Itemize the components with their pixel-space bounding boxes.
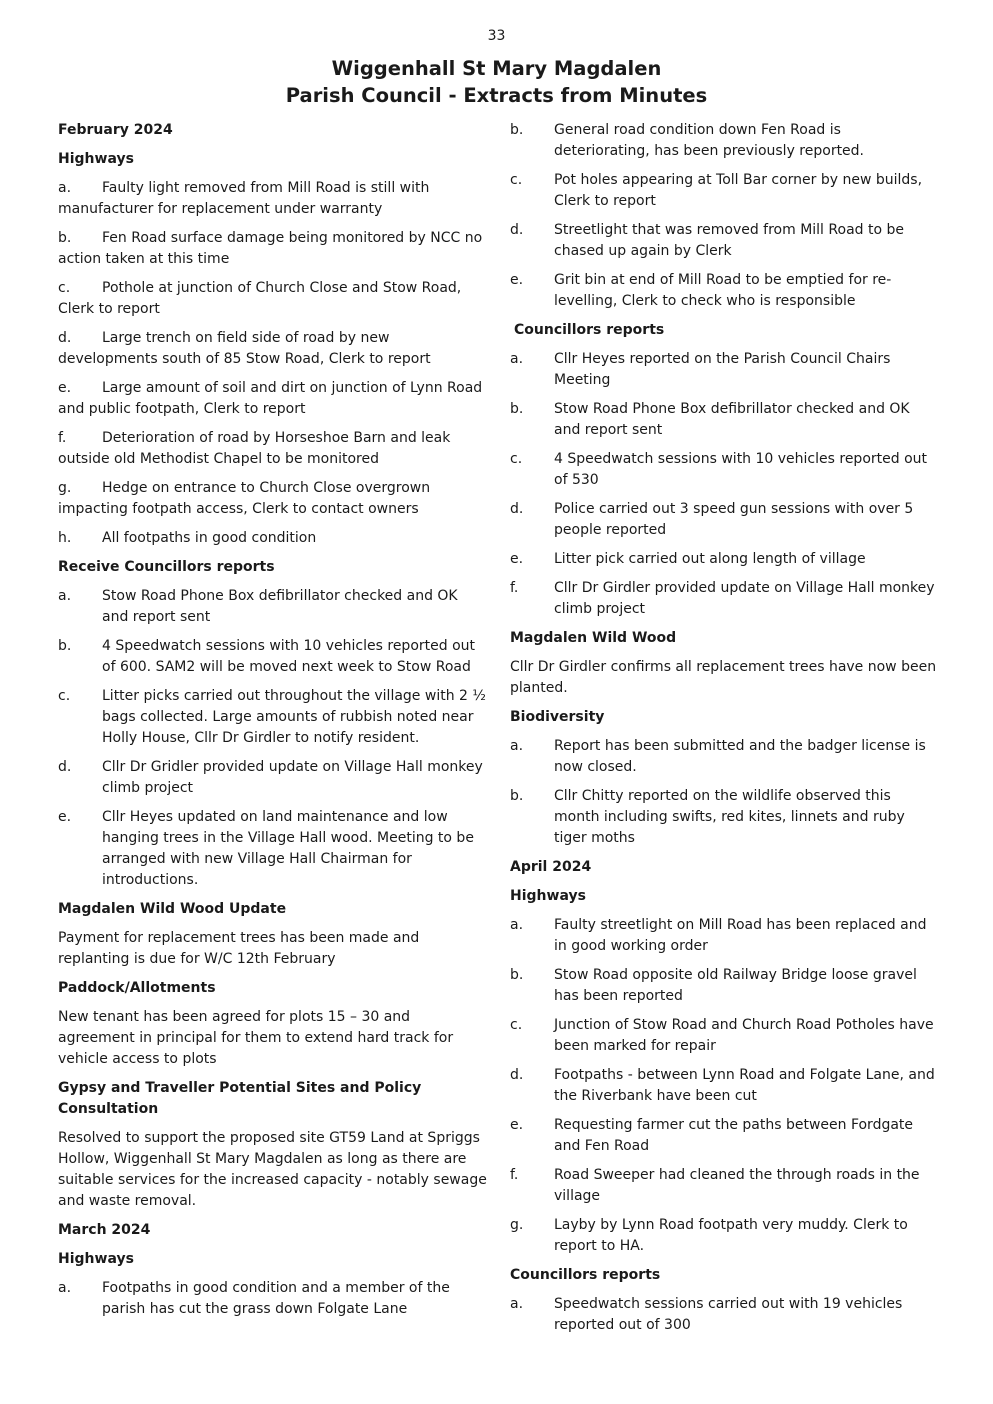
list-item-text: Police carried out 3 speed gun sessions with over 5 people reported (554, 501, 914, 538)
subheading-feb-councillors: Receive Councillors reports (58, 559, 275, 575)
list-item (58, 636, 488, 678)
wild-wood-paragraph: Payment for replacement trees has been made and replanting is due for W/C 12th February (58, 930, 420, 967)
list-item (510, 915, 940, 957)
list-item (510, 349, 940, 391)
subheading-paddock: Paddock/Allotments (58, 980, 216, 996)
list-item-letter: b. (510, 401, 524, 417)
list-item (58, 278, 488, 320)
subheading-mar-highways: Highways (58, 1251, 134, 1267)
subheading-mar-councillors: Councillors reports (514, 322, 665, 338)
list-item-text: Cllr Chitty reported on the wildlife observed this month including swifts, red kites, linnets and ruby tiger moths (554, 788, 905, 846)
list-item-text: Footpaths - between Lynn Road and Folgate Lane, and the Riverbank have been cut (554, 1067, 935, 1104)
list-item-text: Speedwatch sessions carried out with 19 vehicles reported out of 300 (554, 1296, 903, 1333)
list-item-letter: b. (510, 788, 524, 804)
section-heading-february: February 2024 (58, 122, 173, 138)
list-item-text: Footpaths in good condition and a member of the parish has cut the grass down Folgate Lane (102, 1280, 450, 1317)
list-item-letter: d. (510, 1067, 524, 1083)
apr-councillors-list (510, 1294, 940, 1336)
list-item-text: Layby by Lynn Road footpath very muddy. Clerk to report to HA. (554, 1217, 908, 1254)
list-item (58, 478, 488, 520)
gypsy-traveller-paragraph: Resolved to support the proposed site GT59 Land at Spriggs Hollow, Wiggenhall St Mary Magdalen as long as there are suitable services for the increased capacity - notably sewage and waste removal. (58, 1130, 487, 1209)
list-item-text: Grit bin at end of Mill Road to be emptied for re-levelling, Clerk to check who is responsible (554, 272, 892, 309)
list-item-letter: g. (510, 1217, 524, 1233)
page-number: 33 (487, 28, 506, 44)
list-item-letter: b. (58, 638, 72, 654)
list-item-letter: c. (510, 172, 523, 188)
list-item-letter: b. (58, 230, 72, 246)
list-item-text: Cllr Dr Gridler provided update on Village Hall monkey climb project (102, 759, 483, 796)
list-item-text: Pothole at junction of Church Close and Stow Road, Clerk to report (58, 280, 462, 317)
list-item (58, 807, 488, 891)
list-item (58, 528, 488, 549)
list-item (58, 378, 488, 420)
list-item-letter: e. (510, 272, 524, 288)
list-item-letter: a. (58, 180, 72, 196)
list-item-letter: d. (510, 222, 524, 238)
section-heading-march: March 2024 (58, 1222, 151, 1238)
mar-wild-wood-paragraph: Cllr Dr Girdler confirms all replacement trees have now been planted. (510, 659, 937, 696)
biodiversity-list (510, 736, 940, 849)
list-item-text: Stow Road opposite old Railway Bridge loose gravel has been reported (554, 967, 917, 1004)
list-item-text: Cllr Heyes reported on the Parish Council Chairs Meeting (554, 351, 891, 388)
list-item-text: All footpaths in good condition (102, 530, 317, 546)
list-item-text: Large amount of soil and dirt on junction of Lynn Road and public footpath, Clerk to report (58, 380, 483, 417)
list-item-letter: c. (58, 688, 71, 704)
list-item (58, 428, 488, 470)
list-item-letter: a. (58, 1280, 72, 1296)
list-item-text: Hedge on entrance to Church Close overgrown impacting footpath access, Clerk to contact owners (58, 480, 431, 517)
list-item-letter: a. (510, 351, 524, 367)
page-title (0, 55, 993, 109)
list-item (510, 399, 940, 441)
list-item (58, 757, 488, 799)
list-item-letter: e. (58, 380, 72, 396)
list-item-text: Litter pick carried out along length of village (554, 551, 866, 567)
list-item (510, 270, 940, 312)
list-item-letter: a. (510, 1296, 524, 1312)
list-item (510, 965, 940, 1007)
list-item-letter: d. (58, 759, 72, 775)
list-item-text: Faulty streetlight on Mill Road has been replaced and in good working order (554, 917, 927, 954)
list-item-text: 4 Speedwatch sessions with 10 vehicles reported out of 530 (554, 451, 928, 488)
list-item (510, 1215, 940, 1257)
list-item-letter: b. (510, 122, 524, 138)
list-item (510, 549, 940, 570)
list-item-letter: g. (58, 480, 72, 496)
list-item (510, 120, 940, 162)
list-item-letter: a. (510, 917, 524, 933)
mar-councillors-list (510, 349, 940, 620)
list-item-text: Pot holes appearing at Toll Bar corner by new builds, Clerk to report (554, 172, 923, 209)
list-item-letter: c. (510, 1017, 523, 1033)
section-heading-april: April 2024 (510, 859, 592, 875)
subheading-apr-councillors: Councillors reports (510, 1267, 661, 1283)
list-item-letter: e. (510, 551, 524, 567)
list-item (510, 499, 940, 541)
list-item-letter: c. (510, 451, 523, 467)
mar-highways-list-right (510, 120, 940, 312)
list-item-text: Cllr Dr Girdler provided update on Village Hall monkey climb project (554, 580, 935, 617)
list-item (510, 220, 940, 262)
subheading-wild-wood-update: Magdalen Wild Wood Update (58, 901, 287, 917)
list-item-text: Large trench on field side of road by new developments south of 85 Stow Road, Clerk to report (58, 330, 431, 367)
subheading-biodiversity: Biodiversity (510, 709, 605, 725)
mar-highways-list-left (58, 1278, 488, 1320)
list-item (510, 736, 940, 778)
list-item (58, 686, 488, 749)
subheading-gypsy-traveller: Gypsy and Traveller Potential Sites and Policy Consultation (58, 1080, 422, 1117)
list-item-text: Cllr Heyes updated on land maintenance and low hanging trees in the Village Hall wood. Meeting to be arranged with new Village Hall Chairman for introductions. (102, 809, 474, 888)
subheading-feb-highways: Highways (58, 151, 134, 167)
list-item-text: Report has been submitted and the badger license is now closed. (554, 738, 926, 775)
list-item-text: Streetlight that was removed from Mill Road to be chased up again by Clerk (554, 222, 904, 259)
list-item (510, 1065, 940, 1107)
list-item-text: Road Sweeper had cleaned the through roads in the village (554, 1167, 920, 1204)
list-item-letter: a. (510, 738, 524, 754)
list-item (58, 228, 488, 270)
list-item-letter: b. (510, 967, 524, 983)
left-column (58, 120, 488, 1328)
paddock-paragraph: New tenant has been agreed for plots 15 – 30 and agreement in principal for them to extend hard track for vehicle access to plots (58, 1009, 454, 1067)
list-item-text: Stow Road Phone Box defibrillator checked and OK and report sent (554, 401, 910, 438)
title-line-1: Wiggenhall St Mary Magdalen (331, 57, 662, 80)
list-item (58, 178, 488, 220)
title-line-2: Parish Council - Extracts from Minutes (285, 84, 708, 107)
list-item-letter: c. (58, 280, 71, 296)
list-item-letter: e. (58, 809, 72, 825)
list-item (58, 586, 488, 628)
list-item-letter: d. (58, 330, 72, 346)
list-item-text: Litter picks carried out throughout the village with 2 ½ bags collected. Large amounts of rubbish noted near Holly House, Cllr Dr Girdler to notify resident. (102, 688, 486, 746)
list-item-letter: f. (510, 1167, 519, 1183)
right-column (510, 120, 940, 1344)
feb-highways-list (58, 178, 488, 549)
subheading-mar-wild-wood: Magdalen Wild Wood (510, 630, 677, 646)
list-item-text: Deterioration of road by Horseshoe Barn and leak outside old Methodist Chapel to be monitored (58, 430, 451, 467)
list-item-text: Fen Road surface damage being monitored by NCC no action taken at this time (58, 230, 483, 267)
list-item-letter: a. (58, 588, 72, 604)
list-item-text: Junction of Stow Road and Church Road Potholes have been marked for repair (554, 1017, 934, 1054)
list-item (510, 1294, 940, 1336)
apr-highways-list (510, 915, 940, 1257)
list-item-letter: f. (58, 430, 67, 446)
list-item-letter: f. (510, 580, 519, 596)
list-item-text: Faulty light removed from Mill Road is still with manufacturer for replacement under warranty (58, 180, 430, 217)
list-item (510, 170, 940, 212)
list-item-text: Stow Road Phone Box defibrillator checked and OK and report sent (102, 588, 458, 625)
list-item-letter: h. (58, 530, 72, 546)
list-item (510, 1165, 940, 1207)
list-item (510, 449, 940, 491)
list-item (58, 328, 488, 370)
list-item (510, 1115, 940, 1157)
list-item-text: 4 Speedwatch sessions with 10 vehicles reported out of 600. SAM2 will be moved next week to Stow Road (102, 638, 476, 675)
subheading-apr-highways: Highways (510, 888, 586, 904)
list-item (510, 1015, 940, 1057)
list-item-letter: d. (510, 501, 524, 517)
list-item (58, 1278, 488, 1320)
list-item-letter: e. (510, 1117, 524, 1133)
list-item-text: General road condition down Fen Road is deteriorating, has been previously reported. (554, 122, 865, 159)
list-item-text: Requesting farmer cut the paths between Fordgate and Fen Road (554, 1117, 914, 1154)
feb-councillors-list (58, 586, 488, 891)
list-item (510, 786, 940, 849)
list-item (510, 578, 940, 620)
